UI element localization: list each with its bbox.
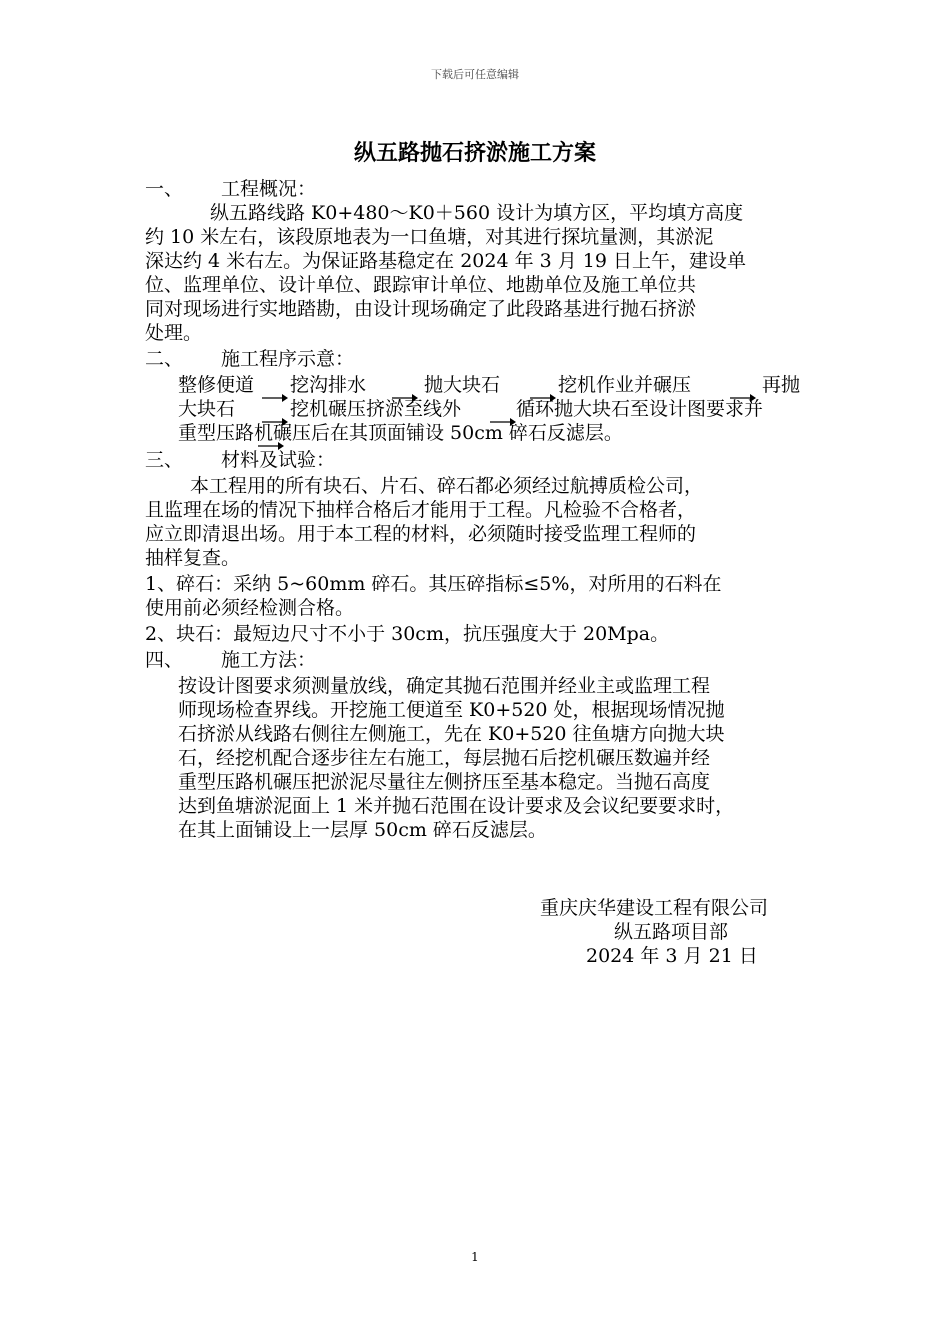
section-1-line: 深达约 4 米右左。为保证路基稳定在 2024 年 3 月 19 日上午，建设单 <box>145 250 747 272</box>
section-3-line: 2、块石：最短边尺寸不小于 30cm，抗压强度大于 20Mpa。 <box>145 623 670 645</box>
section-3-line: 抽样复查。 <box>145 547 241 569</box>
section-2-title: 施工程序示意： <box>221 348 355 370</box>
section-3-number: 三、 <box>145 449 184 471</box>
section-4-line: 重型压路机碾压把淤泥尽量往左侧挤压至基本稳定。当抛石高度 <box>178 771 711 793</box>
section-1-line: 位、监理单位、设计单位、跟踪审计单位、地勘单位及施工单位共 <box>145 274 697 296</box>
section-1-number: 一、 <box>145 178 184 200</box>
section-1-line: 约 10 米左右，该段原地表为一口鱼塘，对其进行探坑量测，其淤泥 <box>145 226 714 248</box>
signature-date: 2024 年 3 月 21 日 <box>586 945 758 967</box>
flow-step-excavator-compaction: 挖机作业并碾压 <box>558 374 692 396</box>
section-3-heading <box>145 448 335 472</box>
page-number: 1 <box>471 1250 479 1264</box>
section-4-line: 按设计图要求须测量放线，确定其抛石范围并经业主或监理工程 <box>178 675 711 697</box>
flow-arrow-icon <box>262 392 288 404</box>
section-1-heading <box>145 177 316 201</box>
flow-step-roller-filter: 重型压路机碾压后在其顶面铺设 50cm 碎石反滤层。 <box>178 422 623 444</box>
section-4-line: 师现场检查界线。开挖施工便道至 K0+520 处，根据现场情况抛 <box>178 699 725 721</box>
section-1-line: 纵五路线路 K0+480～K0＋560 设计为填方区，平均填方高度 <box>210 202 744 224</box>
section-2-number: 二、 <box>145 348 184 370</box>
section-4-line: 在其上面铺设上一层厚 50cm 碎石反滤层。 <box>178 819 547 841</box>
section-4-number: 四、 <box>145 649 184 671</box>
company-name: 重庆庆华建设工程有限公司 <box>540 897 769 919</box>
flow-step-rethrow: 再抛 <box>762 374 801 396</box>
section-3-line: 1、碎石：采纳 5~60mm 碎石。其压碎指标≤5%，对所用的石料在 <box>145 573 722 595</box>
flow-step-cycle: 循环抛大块石至设计图要求并 <box>516 398 764 420</box>
section-4-title: 施工方法： <box>221 649 317 671</box>
section-4-line: 石挤淤从线路右侧往左侧施工，先在 K0+520 往鱼塘方向抛大块 <box>178 723 725 745</box>
section-1-title: 工程概况： <box>221 178 317 200</box>
section-4-line: 石，经挖机配合逐步往左右施工，每层抛石后挖机碾压数遍并经 <box>178 747 711 769</box>
flow-step-ditch-drainage: 挖沟排水 <box>290 374 367 396</box>
section-3-line: 应立即清退出场。用于本工程的材料，必须随时接受监理工程师的 <box>145 523 697 545</box>
section-3-line: 使用前必须经检测合格。 <box>145 597 355 619</box>
flow-step-throw-stones: 抛大块石 <box>424 374 501 396</box>
section-3-line: 本工程用的所有块石、片石、碎石都必须经过航搏质检公司， <box>190 475 704 497</box>
flow-step-repair-road: 整修便道 <box>178 374 255 396</box>
section-1-line: 处理。 <box>145 322 203 344</box>
project-department: 纵五路项目部 <box>614 921 729 943</box>
document-title: 纵五路抛石挤淤施工方案 <box>353 140 596 166</box>
section-3-title: 材料及试验： <box>221 449 336 471</box>
page-header-note: 下载后可任意编辑 <box>431 68 519 81</box>
section-2-heading <box>145 347 354 371</box>
flow-step-large-stones: 大块石 <box>178 398 236 420</box>
section-3-line: 且监理在场的情况下抽样合格后才能用于工程。凡检验不合格者， <box>145 499 697 521</box>
section-1-line: 同对现场进行实地踏勘，由设计现场确定了此段路基进行抛石挤淤 <box>145 298 697 320</box>
section-4-line: 达到鱼塘淤泥面上 1 米并抛石范围在设计要求及会议纪要要求时， <box>178 795 735 817</box>
flow-step-squeeze-silt: 挖机碾压挤淤至线外 <box>290 398 462 420</box>
section-4-heading <box>145 648 316 672</box>
